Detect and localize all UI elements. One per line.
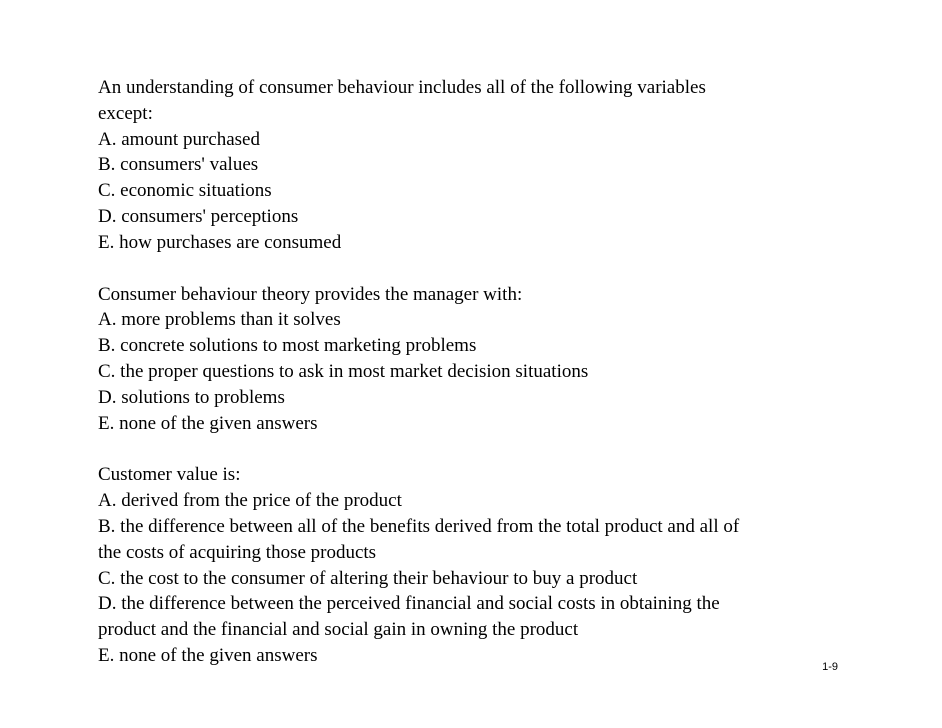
question-list	[98, 75, 858, 669]
question-1-option-a: A. amount purchased	[98, 128, 260, 150]
question-2-stem: Consumer behaviour theory provides the manager with:	[98, 283, 523, 305]
question-1-option-d: D. consumers' perceptions	[98, 205, 299, 227]
question-3	[98, 462, 858, 668]
page-number: 1-9	[822, 661, 838, 673]
question-2-option-d: D. solutions to problems	[98, 386, 285, 408]
question-3-option-a: A. derived from the price of the product	[98, 490, 402, 512]
question-3-option-b-line-1: B. the difference between all of the benefits derived from the total product and all of	[98, 515, 740, 537]
question-2-option-c: C. the proper questions to ask in most market decision situations	[98, 360, 589, 382]
question-3-option-b-line-2: the costs of acquiring those products	[98, 541, 377, 563]
question-1-option-e: E. how purchases are consumed	[98, 231, 342, 253]
question-1-option-b: B. consumers' values	[98, 154, 259, 176]
question-1-option-c: C. economic situations	[98, 180, 272, 202]
question-1-stem-line-2: except:	[98, 102, 153, 124]
question-3-option-d-line-2: product and the financial and social gain in owning the product	[98, 619, 579, 641]
question-1-stem-line-1: An understanding of consumer behaviour includes all of the following variables	[98, 77, 706, 98]
question-2	[98, 282, 858, 437]
question-2-option-a: A. more problems than it solves	[98, 309, 341, 331]
question-1	[98, 75, 858, 256]
question-2-option-e: E. none of the given answers	[98, 412, 318, 434]
question-3-option-d-line-1: D. the difference between the perceived financial and social costs in obtaining the	[98, 593, 720, 615]
question-2-option-b: B. concrete solutions to most marketing problems	[98, 335, 477, 357]
question-3-option-e: E. none of the given answers	[98, 644, 318, 666]
question-3-option-c: C. the cost to the consumer of altering their behaviour to buy a product	[98, 567, 638, 589]
question-3-stem: Customer value is:	[98, 464, 241, 486]
